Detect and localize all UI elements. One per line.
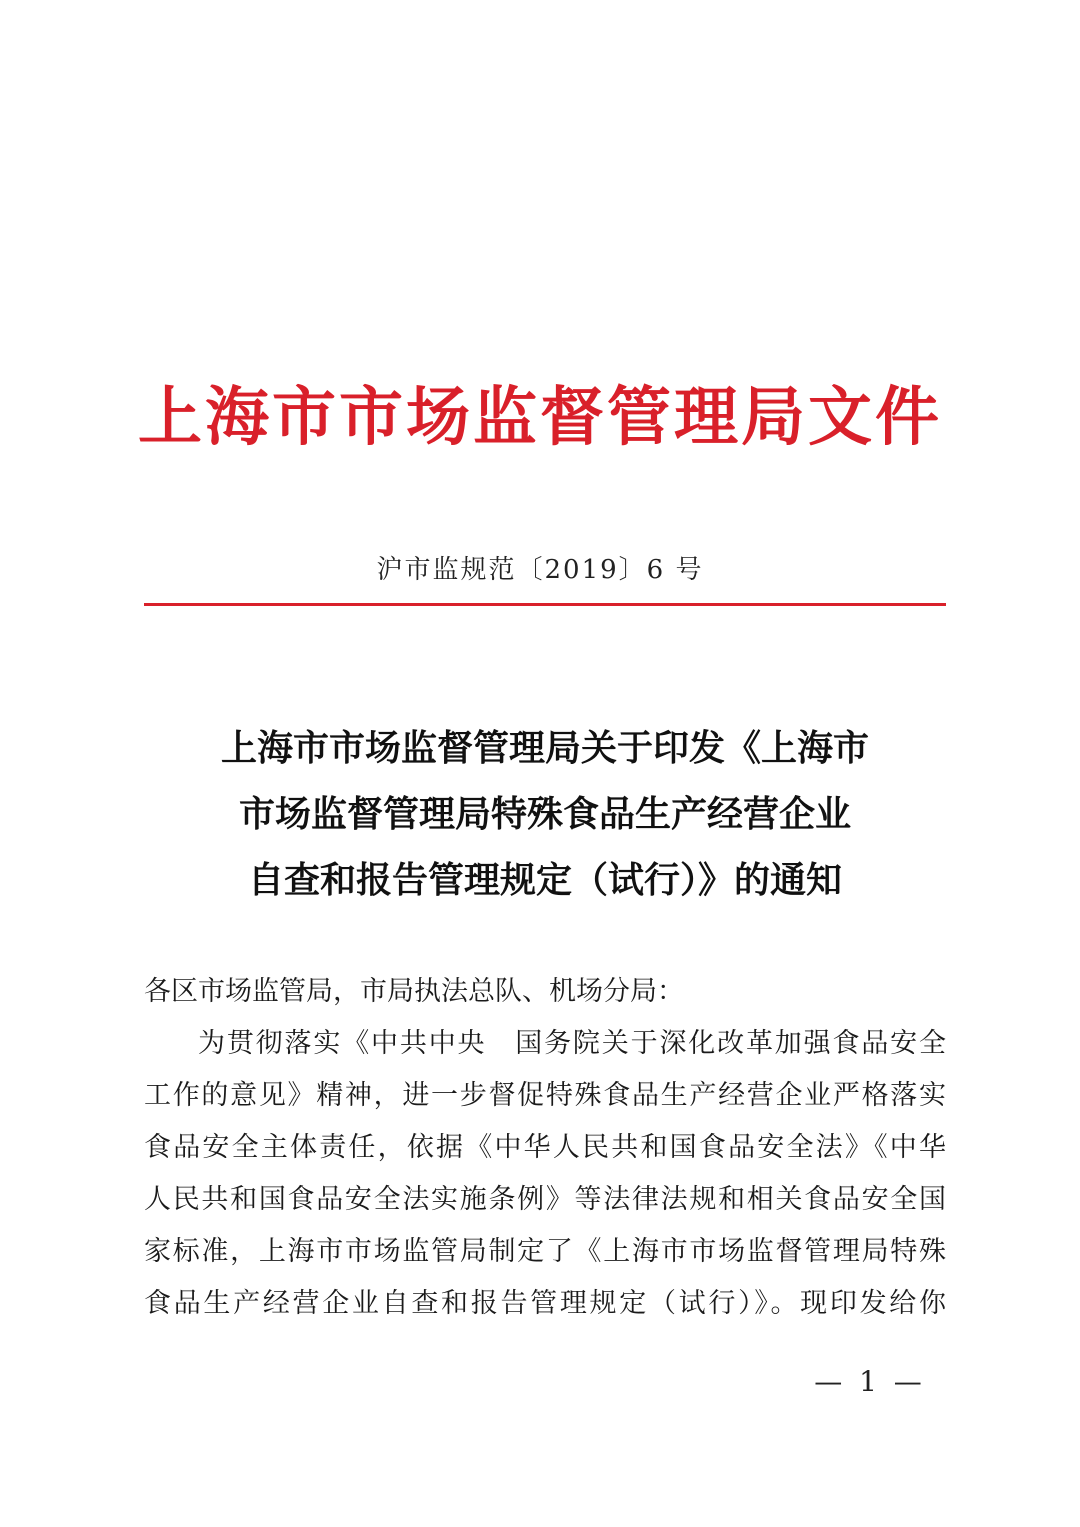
body-line: 人民共和国食品安全法实施条例》等法律法规和相关食品安全国 xyxy=(144,1184,946,1215)
notice-body xyxy=(144,966,946,1330)
body-line: 食品安全主体责任，依据《中华人民共和国食品安全法》《中华 xyxy=(144,1132,946,1163)
page-number: — 1 — xyxy=(814,1365,926,1398)
notice-title xyxy=(144,716,946,914)
body-line: 工作的意见》精神，进一步督促特殊食品生产经营企业严格落实 xyxy=(144,1080,946,1111)
notice-title-line: 上海市市场监督管理局关于印发《上海市 xyxy=(220,728,869,769)
body-line: 为贯彻落实《中共中央 国务院关于深化改革加强食品安全 xyxy=(198,1028,946,1059)
red-divider-line xyxy=(144,603,946,606)
body-line: 家标准，上海市市场监管局制定了《上海市市场监督管理局特殊 xyxy=(144,1236,946,1267)
body-line: 食品生产经营企业自查和报告管理规定（试行）》。现印发给你 xyxy=(144,1288,946,1319)
issuer-title: 上海市市场监督管理局文件 xyxy=(138,381,942,455)
addressee: 各区市场监管局，市局执法总队、机场分局： xyxy=(144,976,684,1007)
document-number: 沪市监规范〔2019〕6 号 xyxy=(376,555,704,585)
notice-title-line: 自查和报告管理规定（试行）》的通知 xyxy=(247,860,842,901)
notice-title-line: 市场监督管理局特殊食品生产经营企业 xyxy=(238,794,851,835)
